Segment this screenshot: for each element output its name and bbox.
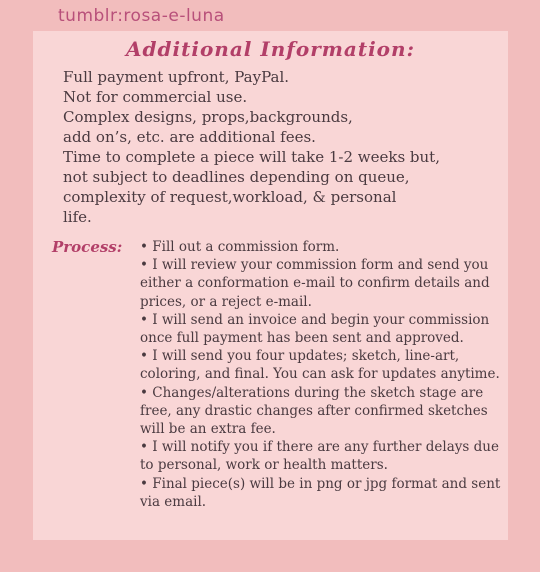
process-step: • I will send an invoice and begin your commission once full payment has been sent and approved. (140, 311, 490, 347)
info-line: Time to complete a piece will take 1-2 weeks but, (63, 148, 440, 166)
page-title: Additional Information: (126, 37, 415, 61)
info-line: Not for commercial use. (63, 88, 248, 106)
info-line: add on’s, etc. are additional fees. (63, 128, 316, 146)
process-list (140, 238, 506, 511)
process-step: • I will review your commission form and send you either a conformation e-mail to confirm details and prices, or a reject e-mail. (140, 257, 490, 310)
process-step: • I will send you four updates; sketch, line-art, coloring, and final. You can ask for updates anytime. (140, 348, 500, 383)
process-step: • Changes/alterations during the sketch stage are free, any drastic changes after confirmed sketches will be an extra fee. (140, 384, 488, 438)
process-step: • Final piece(s) will be in png or jpg format and sent via email. (140, 475, 501, 510)
info-line: Complex designs, props,backgrounds, (63, 108, 353, 126)
info-line: not subject to deadlines depending on queue, (63, 168, 410, 186)
info-line: complexity of request,workload, & personal (63, 188, 397, 206)
info-line: Full payment upfront, PayPal. (63, 68, 290, 86)
info-text (63, 67, 483, 227)
process-label: Process: (52, 238, 123, 256)
process-step: • Fill out a commission form. (140, 239, 340, 255)
watermark: tumblr:rosa-e-luna (58, 6, 225, 26)
process-step: • I will notify you if there are any further delays due to personal, work or health matters. (140, 439, 499, 474)
info-line: life. (63, 208, 92, 226)
info-panel (33, 31, 508, 540)
